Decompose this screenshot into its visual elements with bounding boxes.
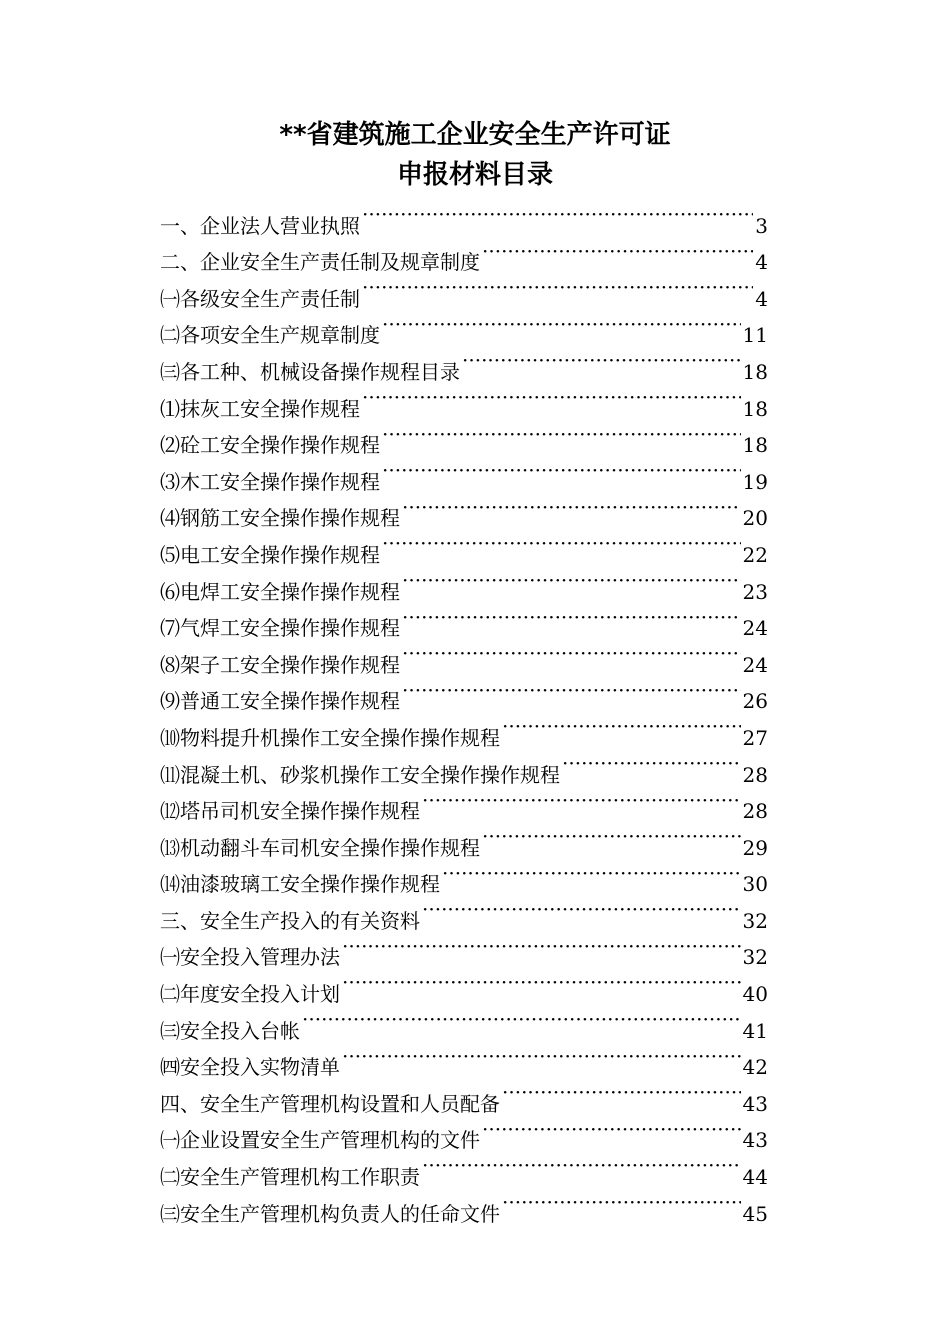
toc-dot-leader	[402, 562, 741, 599]
toc-entry-page: 3	[755, 213, 768, 238]
toc-entry-label: ⑴抹灰工安全操作规程	[160, 396, 360, 421]
toc-entry-page: 43	[742, 1091, 768, 1116]
toc-entry-page: 32	[742, 908, 768, 933]
document-subtitle: 申报材料目录	[396, 160, 553, 190]
toc-dot-leader	[462, 342, 741, 379]
toc-entry-label: ⑵砼工安全操作操作规程	[160, 433, 380, 458]
toc-entry-label: ㈢各工种、机械设备操作规程目录	[160, 359, 460, 384]
toc-entry-page: 24	[742, 652, 768, 677]
toc-dot-leader	[342, 1038, 741, 1075]
toc-dot-leader	[402, 635, 741, 672]
toc-dot-leader	[422, 782, 741, 819]
toc-entry-label: ㈡安全生产管理机构工作职责	[160, 1165, 420, 1190]
toc-entry-page: 19	[742, 469, 768, 494]
toc-entry-label: ㈢安全投入台帐	[160, 1018, 300, 1043]
toc-dot-leader	[382, 306, 741, 343]
toc-entry-page: 45	[742, 1201, 768, 1226]
toc-dot-leader	[562, 745, 741, 782]
toc-dot-leader	[502, 1184, 741, 1221]
toc-entry-label: ㈠安全投入管理办法	[160, 945, 340, 970]
toc-dot-leader	[482, 1111, 741, 1148]
toc-dot-leader	[382, 452, 741, 489]
toc-entry-page: 22	[742, 542, 768, 567]
toc-entry-page: 4	[755, 286, 768, 311]
toc-entry-page: 27	[742, 725, 768, 750]
toc-dot-leader	[482, 818, 741, 855]
toc-entry-page: 41	[742, 1018, 768, 1043]
toc-entry-page: 29	[742, 835, 768, 860]
toc-dot-leader	[482, 233, 753, 270]
toc-entry-label: ⑺气焊工安全操作操作规程	[160, 616, 400, 641]
toc-entry-label: ㈠企业设置安全生产管理机构的文件	[160, 1128, 480, 1153]
toc-entry-page: 18	[742, 359, 768, 384]
toc-entry-label: 一、企业法人营业执照	[160, 213, 360, 238]
toc-entry-page: 44	[742, 1165, 768, 1190]
toc-entry-label: ⑷钢筋工安全操作操作规程	[160, 506, 400, 531]
toc-entry-label: ⑻架子工安全操作操作规程	[160, 652, 400, 677]
toc-dot-leader	[422, 1147, 741, 1184]
toc-entry-page: 23	[742, 579, 768, 604]
toc-entry-label: ⑽物料提升机操作工安全操作操作规程	[160, 725, 500, 750]
toc-entry-label: 四、安全生产管理机构设置和人员配备	[160, 1091, 500, 1116]
toc-entry-label: ⑸电工安全操作操作规程	[160, 542, 380, 567]
table-of-contents	[160, 196, 768, 1226]
toc-entry-page: 18	[742, 396, 768, 421]
toc-entry-page: 4	[755, 250, 768, 275]
toc-entry-label: ⑹电焊工安全操作操作规程	[160, 579, 400, 604]
toc-dot-leader	[342, 928, 741, 965]
toc-dot-leader	[402, 599, 741, 636]
toc-entry-page: 30	[742, 872, 768, 897]
toc-entry-page: 24	[742, 616, 768, 641]
toc-dot-leader	[362, 196, 753, 233]
toc-dot-leader	[422, 891, 741, 928]
toc-dot-leader	[502, 1074, 741, 1111]
toc-entry	[160, 196, 768, 238]
toc-entry-label: 二、企业安全生产责任制及规章制度	[160, 250, 480, 275]
toc-entry-page: 11	[742, 323, 768, 348]
toc-dot-leader	[342, 964, 741, 1001]
toc-entry-label: ㈣安全投入实物清单	[160, 1055, 340, 1080]
toc-entry-page: 18	[742, 433, 768, 458]
document-title: **省建筑施工企业安全生产许可证	[279, 120, 671, 150]
toc-dot-leader	[402, 672, 741, 709]
toc-entry-page: 43	[742, 1128, 768, 1153]
toc-entry-label: ⑼普通工安全操作操作规程	[160, 689, 400, 714]
toc-dot-leader	[382, 416, 741, 453]
toc-entry-label: ⒁油漆玻璃工安全操作操作规程	[160, 872, 440, 897]
toc-entry-page: 42	[742, 1055, 768, 1080]
toc-entry-label: ⑿塔吊司机安全操作操作规程	[160, 799, 420, 824]
toc-dot-leader	[502, 708, 741, 745]
toc-dot-leader	[442, 855, 741, 892]
toc-dot-leader	[362, 269, 753, 306]
toc-dot-leader	[362, 379, 741, 416]
toc-entry-label: 三、安全生产投入的有关资料	[160, 908, 420, 933]
toc-dot-leader	[402, 489, 741, 526]
toc-entry-label: ⑶木工安全操作操作规程	[160, 469, 380, 494]
toc-entry-label: ⑾混凝土机、砂浆机操作工安全操作操作规程	[160, 762, 560, 787]
toc-entry-page: 26	[742, 689, 768, 714]
toc-entry-label: ㈢安全生产管理机构负责人的任命文件	[160, 1201, 500, 1226]
toc-entry-label: ㈠各级安全生产责任制	[160, 286, 360, 311]
toc-dot-leader	[302, 1001, 741, 1038]
toc-entry-page: 40	[742, 982, 768, 1007]
toc-entry-label: ㈡年度安全投入计划	[160, 982, 340, 1007]
toc-entry-label: ㈡各项安全生产规章制度	[160, 323, 380, 348]
toc-entry-page: 20	[742, 506, 768, 531]
toc-entry-page: 32	[742, 945, 768, 970]
toc-entry-label: ⒀机动翻斗车司机安全操作操作规程	[160, 835, 480, 860]
toc-dot-leader	[382, 525, 741, 562]
toc-entry-page: 28	[742, 762, 768, 787]
toc-entry-page: 28	[742, 799, 768, 824]
